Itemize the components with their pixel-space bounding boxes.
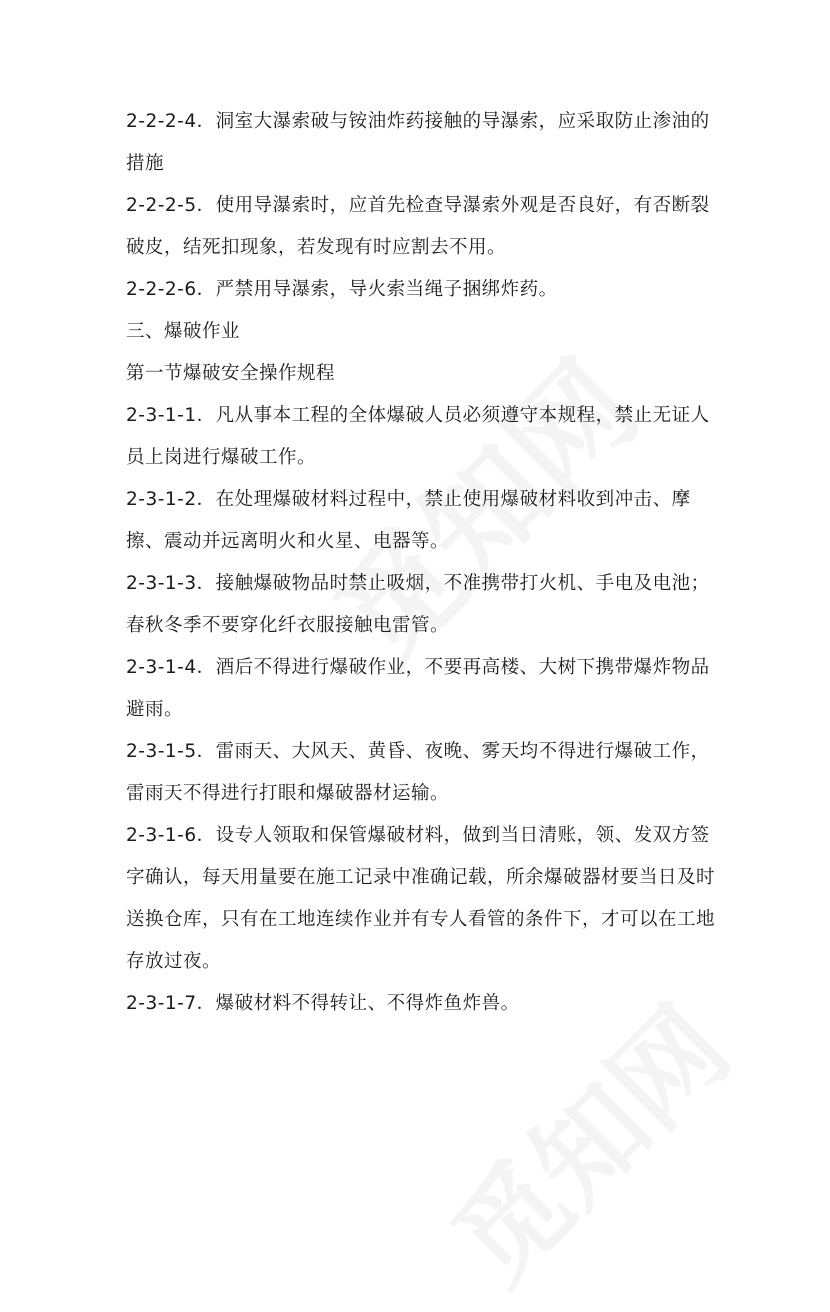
paragraph-2-2-2-4: 2-2-2-4．洞室大瀑索破与铵油炸药接触的导瀑索，应采取防止渗油的措施	[126, 111, 710, 174]
subsection-heading: 第一节爆破安全操作规程	[126, 363, 336, 384]
paragraph-2-3-1-6: 2-3-1-6．设专人领取和保管爆破材料，做到当日清账，领、发双方签字确认，每天用量要在施工记录中准确记载，所余爆破器材要当日及时送换仓库，只有在工地连续作业并有专人看管的条件下，才可以在工地存放过夜。	[126, 825, 716, 972]
paragraph-2-3-1-7: 2-3-1-7．爆破材料不得转让、不得炸鱼炸兽。	[126, 993, 520, 1014]
document-body	[126, 101, 726, 1025]
paragraph-2-3-1-1: 2-3-1-1．凡从事本工程的全体爆破人员必须遵守本规程，禁止无证人员上岗进行爆破工作。	[126, 405, 710, 468]
paragraph-2-2-2-6: 2-2-2-6．严禁用导瀑索，导火索当绳子捆绑炸药。	[126, 279, 558, 300]
paragraph-2-3-1-5: 2-3-1-5．雷雨天、大风天、黄昏、夜晚、雾天均不得进行爆破工作，雷雨天不得进行打眼和爆破器材运输。	[126, 741, 710, 804]
paragraph-2-3-1-3: 2-3-1-3．接触爆破物品时禁止吸烟，不准携带打火机、手电及电池；春秋冬季不要穿化纤衣服接触电雷管。	[126, 573, 710, 636]
section-heading: 三、爆破作业	[126, 321, 241, 342]
paragraph-2-3-1-2: 2-3-1-2．在处理爆破材料过程中，禁止使用爆破材料收到冲击、摩擦、震动并远离明火和火星、电器等。	[126, 489, 691, 552]
paragraph-2-2-2-5: 2-2-2-5．使用导瀑索时，应首先检查导瀑索外观是否良好，有否断裂破皮，结死扣现象，若发现有时应割去不用。	[126, 195, 710, 258]
paragraph-2-3-1-4: 2-3-1-4．酒后不得进行爆破作业，不要再高楼、大树下携带爆炸物品避雨。	[126, 657, 710, 720]
